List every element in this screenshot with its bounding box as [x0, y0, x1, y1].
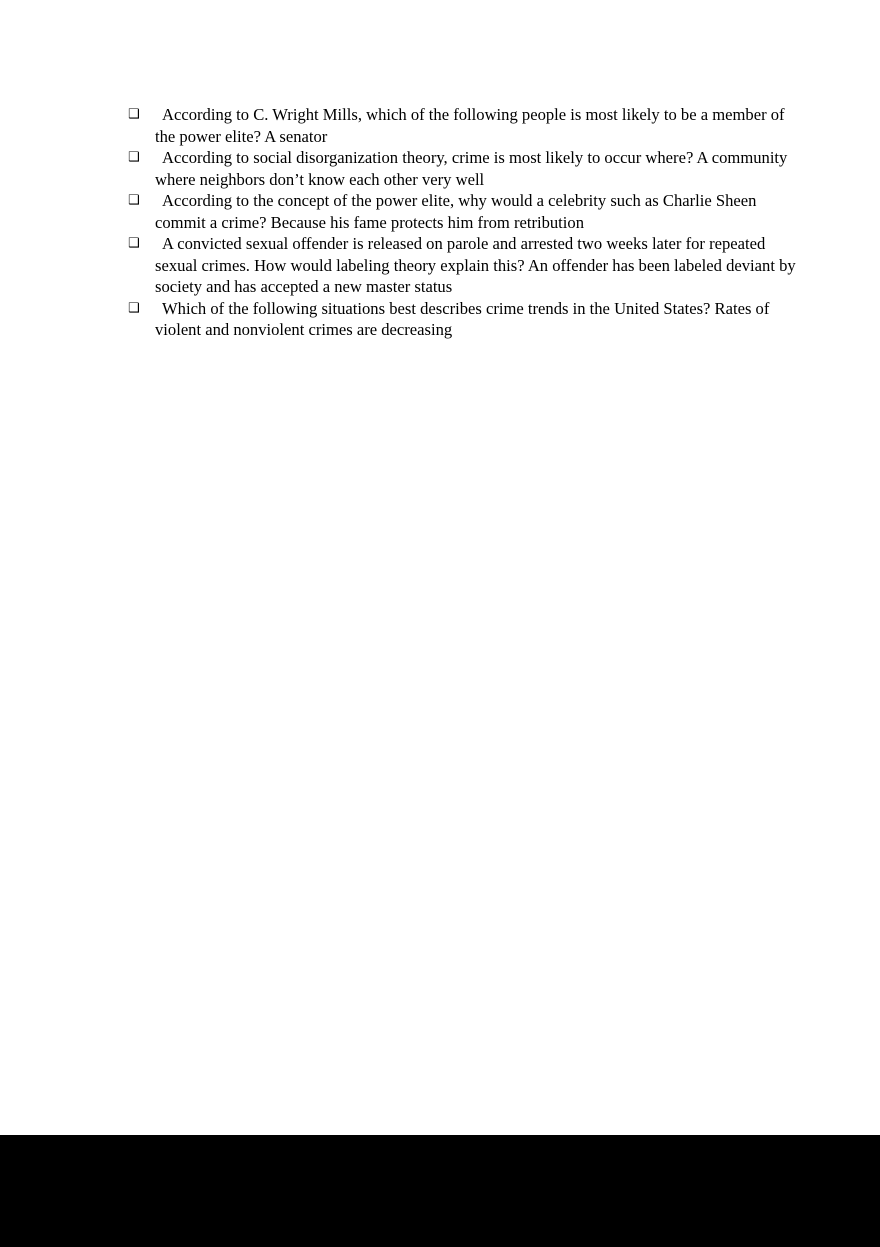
bullet-square-icon: ❑	[128, 236, 140, 251]
bullet-list	[128, 104, 800, 341]
list-item	[128, 298, 800, 341]
list-item-text: Which of the following situations best describes crime trends in the United States? Rates of violent and nonviolent crimes are decreasing	[155, 298, 770, 339]
bullet-square-icon: ❑	[128, 107, 140, 122]
list-item	[128, 190, 800, 233]
list-item	[128, 104, 800, 147]
bullet-square-icon: ❑	[128, 300, 140, 316]
bullet-square-icon: ❑	[128, 193, 140, 208]
list-item-text: According to C. Wright Mills, which of the following people is most likely to be a member of the power elite? A senator	[155, 105, 785, 146]
bullet-square-icon: ❑	[128, 150, 140, 165]
list-item	[128, 147, 800, 190]
list-item-text: According to social disorganization theory, crime is most likely to occur where? A community where neighbors don’t know each other very well	[155, 148, 788, 189]
list-item	[128, 233, 800, 298]
list-item-text: A convicted sexual offender is released on parole and arrested two weeks later for repeated sexual crimes. How would labeling theory explain this? An offender has been labeled deviant by society and has accepted a new master status	[155, 234, 796, 296]
list-item-text: According to the concept of the power elite, why would a celebrity such as Charlie Sheen commit a crime? Because his fame protects him from retribution	[155, 191, 757, 232]
bottom-black-bar	[0, 1135, 880, 1247]
